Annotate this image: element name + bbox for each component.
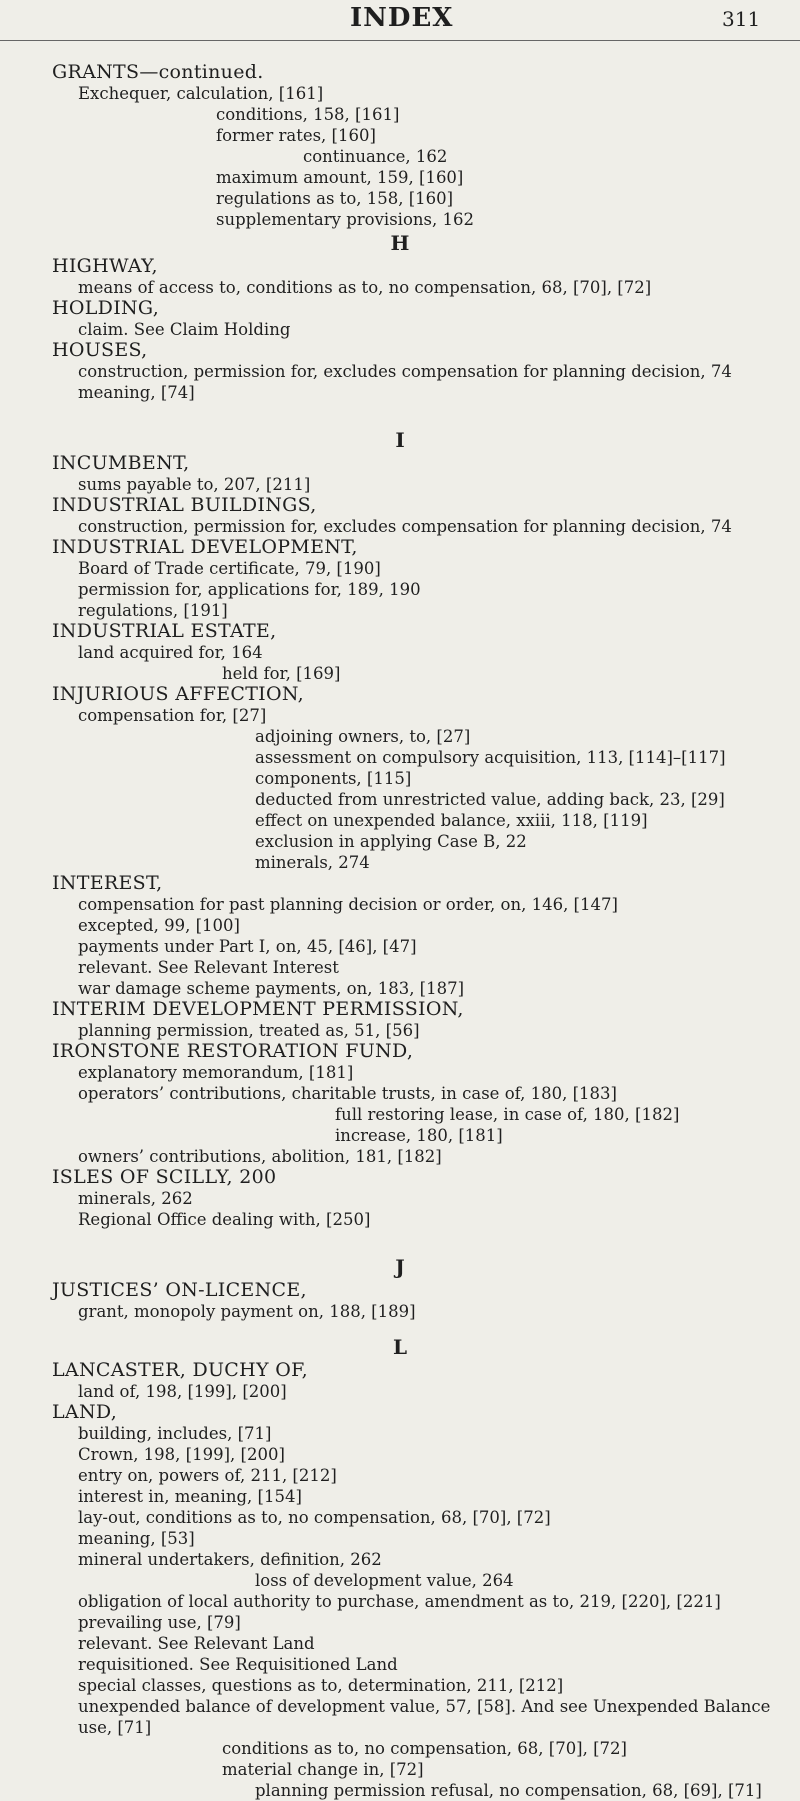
index-subentry: minerals, 274 [255, 853, 370, 872]
index-subentry: held for, [169] [222, 664, 341, 683]
index-subentry: adjoining owners, to, [27] [255, 727, 471, 746]
index-subentry: Board of Trade certificate, 79, [190] [78, 559, 381, 578]
index-subentry: grant, monopoly payment on, 188, [189] [78, 1302, 416, 1321]
section-letter: I [395, 428, 405, 452]
index-subentry: use, [71] [78, 1718, 152, 1737]
index-subentry: excepted, 99, [100] [78, 916, 240, 935]
index-subentry: land acquired for, 164 [78, 643, 263, 662]
index-subentry: planning permission refusal, no compensation, 68, [69], [71] [255, 1781, 762, 1800]
index-subentry: increase, 180, [181] [335, 1126, 503, 1145]
index-heading: IRONSTONE RESTORATION FUND, [52, 1041, 414, 1062]
index-subentry: unexpended balance of development value, 57, [58]. And see Unexpended Balance [78, 1697, 771, 1716]
index-subentry: effect on unexpended balance, xxiii, 118, [119] [255, 811, 648, 830]
index-subentry: building, includes, [71] [78, 1424, 272, 1443]
index-subentry: compensation for, [27] [78, 706, 267, 725]
index-heading: LANCASTER, DUCHY OF, [52, 1360, 308, 1381]
index-subentry: explanatory memorandum, [181] [78, 1063, 354, 1082]
index-subentry: land of, 198, [199], [200] [78, 1382, 287, 1401]
section-letter: H [390, 231, 410, 255]
index-subentry: prevailing use, [79] [78, 1613, 241, 1632]
index-subentry: loss of development value, 264 [255, 1571, 514, 1590]
index-subentry: claim. See Claim Holding [78, 320, 291, 339]
index-subentry: owners’ contributions, abolition, 181, [182] [78, 1147, 442, 1166]
index-heading: INCUMBENT, [52, 453, 190, 474]
index-subentry: entry on, powers of, 211, [212] [78, 1466, 337, 1485]
index-heading: HOUSES, [52, 340, 148, 361]
index-content [0, 62, 800, 1801]
index-subentry: operators’ contributions, charitable trusts, in case of, 180, [183] [78, 1084, 617, 1103]
index-subentry: construction, permission for, excludes compensation for planning decision, 74 [78, 362, 732, 381]
index-subentry: components, [115] [255, 769, 412, 788]
index-subentry: lay-out, conditions as to, no compensation, 68, [70], [72] [78, 1508, 551, 1527]
section-letter: L [392, 1335, 408, 1359]
index-subentry: means of access to, conditions as to, no compensation, 68, [70], [72] [78, 278, 652, 297]
index-subentry: deducted from unrestricted value, adding back, 23, [29] [255, 790, 725, 809]
index-subentry: mineral undertakers, definition, 262 [78, 1550, 382, 1569]
index-subentry: construction, permission for, excludes compensation for planning decision, 74 [78, 517, 732, 536]
spacer [0, 1322, 800, 1334]
section-letter: J [395, 1255, 405, 1279]
index-subentry: special classes, questions as to, determination, 211, [212] [78, 1676, 564, 1695]
page-title: INDEX [350, 3, 454, 33]
index-subentry: meaning, [74] [78, 383, 195, 402]
index-subentry: continuance, 162 [303, 147, 448, 166]
index-subentry: assessment on compulsory acquisition, 113, [114]–[117] [255, 748, 726, 767]
index-subentry: regulations, [191] [78, 601, 228, 620]
index-subentry: planning permission, treated as, 51, [56] [78, 1021, 420, 1040]
index-heading: INDUSTRIAL ESTATE, [52, 621, 277, 642]
index-subentry: sums payable to, 207, [211] [78, 475, 311, 494]
index-subentry: meaning, [53] [78, 1529, 195, 1548]
page-number: 311 [722, 7, 761, 31]
index-heading: ISLES OF SCILLY, 200 [52, 1167, 277, 1188]
index-subentry: full restoring lease, in case of, 180, [182] [335, 1105, 680, 1124]
index-heading: INDUSTRIAL BUILDINGS, [52, 495, 317, 516]
index-subentry: interest in, meaning, [154] [78, 1487, 302, 1506]
index-subentry: material change in, [72] [222, 1760, 424, 1779]
index-subentry: maximum amount, 159, [160] [216, 168, 464, 187]
index-subentry: payments under Part I, on, 45, [46], [47] [78, 937, 417, 956]
index-heading: LAND, [52, 1402, 118, 1423]
index-subentry: permission for, applications for, 189, 190 [78, 580, 421, 599]
index-subentry: conditions as to, no compensation, 68, [70], [72] [222, 1739, 627, 1758]
index-subentry: conditions, 158, [161] [216, 105, 400, 124]
index-heading: HIGHWAY, [52, 256, 158, 277]
spacer [0, 403, 800, 427]
index-subentry: Regional Office dealing with, [250] [78, 1210, 371, 1229]
index-subentry: former rates, [160] [216, 126, 376, 145]
index-subentry: requisitioned. See Requisitioned Land [78, 1655, 398, 1674]
index-subentry: Crown, 198, [199], [200] [78, 1445, 285, 1464]
index-heading: JUSTICES’ ON-LICENCE, [52, 1280, 307, 1301]
index-heading: INTEREST, [52, 873, 163, 894]
index-heading: HOLDING, [52, 298, 160, 319]
index-subentry: regulations as to, 158, [160] [216, 189, 454, 208]
index-heading: GRANTS—continued. [52, 62, 264, 83]
index-subentry: relevant. See Relevant Interest [78, 958, 339, 977]
index-subentry: war damage scheme payments, on, 183, [187] [78, 979, 465, 998]
index-subentry: supplementary provisions, 162 [216, 210, 474, 229]
index-subentry: obligation of local authority to purchase, amendment as to, 219, [220], [221] [78, 1592, 721, 1611]
page-header [0, 0, 800, 41]
index-heading: INJURIOUS AFFECTION, [52, 684, 304, 705]
index-subentry: Exchequer, calculation, [161] [78, 84, 324, 103]
spacer [0, 1230, 800, 1254]
index-subentry: relevant. See Relevant Land [78, 1634, 315, 1653]
index-heading: INTERIM DEVELOPMENT PERMISSION, [52, 999, 464, 1020]
index-subentry: compensation for past planning decision or order, on, 146, [147] [78, 895, 618, 914]
index-subentry: exclusion in applying Case B, 22 [255, 832, 527, 851]
index-subentry: minerals, 262 [78, 1189, 193, 1208]
index-heading: INDUSTRIAL DEVELOPMENT, [52, 537, 358, 558]
